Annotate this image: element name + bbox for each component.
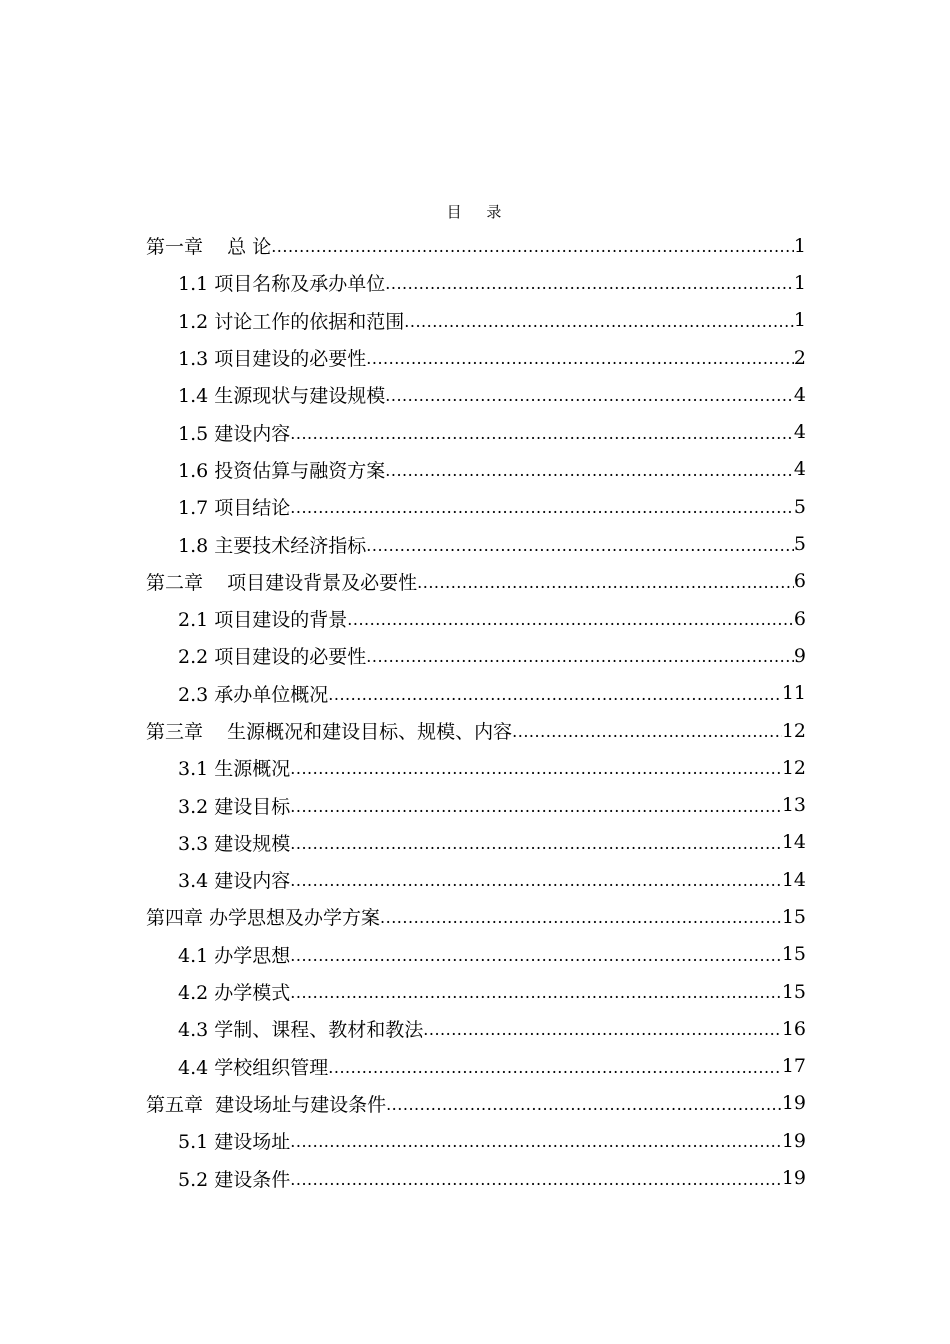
toc-entry-title: 1.8 主要技术经济指标 bbox=[178, 534, 367, 557]
toc-page-number: 19 bbox=[781, 1092, 806, 1115]
toc-dot-leader bbox=[385, 274, 794, 293]
toc-section-entry[interactable] bbox=[146, 861, 806, 898]
toc-dot-leader bbox=[290, 1170, 782, 1189]
toc-dot-leader bbox=[290, 498, 794, 517]
toc-entry-title: 2.1 项目建设的背景 bbox=[178, 609, 348, 632]
toc-dot-leader bbox=[328, 685, 782, 704]
toc-dot-leader bbox=[423, 1020, 782, 1039]
toc-section-entry[interactable] bbox=[146, 451, 806, 488]
toc-list bbox=[146, 227, 806, 1197]
toc-section-entry[interactable] bbox=[146, 376, 806, 413]
toc-section-entry[interactable] bbox=[146, 1159, 806, 1196]
toc-page-number: 15 bbox=[781, 905, 806, 928]
toc-section-entry[interactable] bbox=[146, 1048, 806, 1085]
toc-chapter-entry[interactable] bbox=[146, 1085, 806, 1122]
toc-entry-title: 3.1 生源概况 bbox=[178, 758, 291, 781]
toc-dot-leader bbox=[347, 610, 794, 629]
toc-dot-leader bbox=[366, 647, 794, 666]
toc-dot-leader bbox=[366, 349, 794, 368]
toc-chapter-entry[interactable] bbox=[146, 227, 806, 264]
toc-entry-title: 第三章 生源概况和建设目标、规模、内容 bbox=[146, 721, 513, 743]
toc-section-entry[interactable] bbox=[146, 264, 806, 301]
toc-section-entry[interactable] bbox=[146, 675, 806, 712]
toc-dot-leader bbox=[328, 1058, 782, 1077]
toc-dot-leader bbox=[290, 424, 794, 443]
toc-dot-leader bbox=[290, 946, 782, 965]
toc-dot-leader bbox=[290, 1132, 782, 1151]
toc-page-number: 6 bbox=[793, 607, 806, 630]
toc-dot-leader bbox=[404, 312, 794, 331]
toc-page-number: 1 bbox=[793, 271, 806, 294]
toc-section-entry[interactable] bbox=[146, 1122, 806, 1159]
toc-entry-title: 4.1 办学思想 bbox=[178, 944, 291, 967]
toc-page-number: 19 bbox=[781, 1129, 806, 1152]
toc-section-entry[interactable] bbox=[146, 749, 806, 786]
toc-page-number: 16 bbox=[781, 1017, 806, 1040]
toc-entry-title: 第一章 总 论 bbox=[146, 236, 272, 259]
toc-chapter-entry[interactable] bbox=[146, 898, 806, 935]
toc-entry-title: 1.2 讨论工作的依据和范围 bbox=[178, 310, 405, 333]
toc-section-entry[interactable] bbox=[146, 936, 806, 973]
toc-section-entry[interactable] bbox=[146, 973, 806, 1010]
toc-section-entry[interactable] bbox=[146, 302, 806, 339]
toc-page-number: 11 bbox=[781, 682, 806, 705]
toc-entry-title: 1.4 生源现状与建设规模 bbox=[178, 385, 386, 408]
toc-page-number: 6 bbox=[793, 570, 806, 593]
toc-section-entry[interactable] bbox=[146, 413, 806, 450]
toc-dot-leader bbox=[512, 722, 782, 741]
toc-page-number: 14 bbox=[781, 831, 806, 854]
toc-page-number: 9 bbox=[793, 644, 806, 667]
toc-entry-title: 1.7 项目结论 bbox=[178, 497, 291, 520]
toc-page-number: 4 bbox=[793, 421, 806, 444]
toc-entry-title: 5.2 建设条件 bbox=[178, 1168, 291, 1191]
toc-dot-leader bbox=[380, 908, 782, 927]
toc-dot-leader bbox=[290, 871, 782, 890]
toc-dot-leader bbox=[290, 983, 782, 1002]
toc-entry-title: 第二章 项目建设背景及必要性 bbox=[146, 571, 418, 594]
toc-entry-title: 1.1 项目名称及承办单位 bbox=[178, 273, 386, 296]
toc-dot-leader bbox=[271, 237, 794, 256]
toc-page-number: 5 bbox=[793, 533, 806, 556]
toc-page-number: 5 bbox=[793, 495, 806, 518]
toc-page-number: 4 bbox=[793, 458, 806, 481]
toc-section-entry[interactable] bbox=[146, 786, 806, 823]
toc-dot-leader bbox=[386, 1095, 782, 1114]
toc-chapter-entry[interactable] bbox=[146, 712, 806, 749]
toc-section-entry[interactable] bbox=[146, 488, 806, 525]
toc-page-number: 2 bbox=[793, 346, 806, 369]
toc-chapter-entry[interactable] bbox=[146, 563, 806, 600]
toc-dot-leader bbox=[385, 461, 794, 480]
toc-section-entry[interactable] bbox=[146, 339, 806, 376]
toc-entry-title: 第五章 建设场址与建设条件 bbox=[146, 1093, 387, 1116]
toc-page-number: 1 bbox=[793, 234, 806, 257]
toc-page-number: 4 bbox=[793, 383, 806, 406]
toc-entry-title: 2.2 项目建设的必要性 bbox=[178, 646, 367, 669]
toc-page-number: 14 bbox=[781, 868, 806, 891]
toc-page-number: 1 bbox=[793, 309, 806, 332]
toc-entry-title: 2.3 承办单位概况 bbox=[178, 683, 329, 706]
toc-entry-title: 3.2 建设目标 bbox=[178, 795, 291, 818]
toc-page-number: 15 bbox=[781, 943, 806, 966]
toc-section-entry[interactable] bbox=[146, 600, 806, 637]
toc-section-entry[interactable] bbox=[146, 525, 806, 562]
toc-section-entry[interactable] bbox=[146, 637, 806, 674]
toc-entry-title: 3.4 建设内容 bbox=[178, 870, 291, 893]
toc-entry-title: 1.3 项目建设的必要性 bbox=[178, 348, 367, 371]
toc-dot-leader bbox=[385, 386, 794, 405]
toc-page-number: 12 bbox=[781, 756, 806, 779]
toc-page-number: 19 bbox=[781, 1167, 806, 1190]
toc-page-number: 13 bbox=[781, 794, 806, 817]
toc-entry-title: 1.5 建设内容 bbox=[178, 422, 291, 445]
toc-entry-title: 4.2 办学模式 bbox=[178, 982, 291, 1005]
toc-entry-title: 4.4 学校组织管理 bbox=[178, 1056, 329, 1079]
toc-entry-title: 第四章 办学思想及办学方案 bbox=[146, 907, 381, 930]
toc-entry-title: 1.6 投资估算与融资方案 bbox=[178, 459, 386, 482]
toc-section-entry[interactable] bbox=[146, 824, 806, 861]
toc-entry-title: 4.3 学制、课程、教材和教法 bbox=[178, 1019, 424, 1042]
toc-page-number: 12 bbox=[781, 719, 806, 742]
toc-section-entry[interactable] bbox=[146, 1010, 806, 1047]
toc-dot-leader bbox=[290, 759, 782, 778]
toc-title: 目 录 bbox=[446, 203, 512, 221]
toc-dot-leader bbox=[290, 834, 782, 853]
toc-dot-leader bbox=[417, 573, 794, 592]
toc-page-number: 17 bbox=[781, 1055, 806, 1078]
toc-dot-leader bbox=[366, 536, 794, 555]
toc-entry-title: 3.3 建设规模 bbox=[178, 832, 291, 855]
toc-dot-leader bbox=[290, 797, 782, 816]
toc-page-number: 15 bbox=[781, 980, 806, 1003]
toc-entry-title: 5.1 建设场址 bbox=[178, 1131, 291, 1154]
